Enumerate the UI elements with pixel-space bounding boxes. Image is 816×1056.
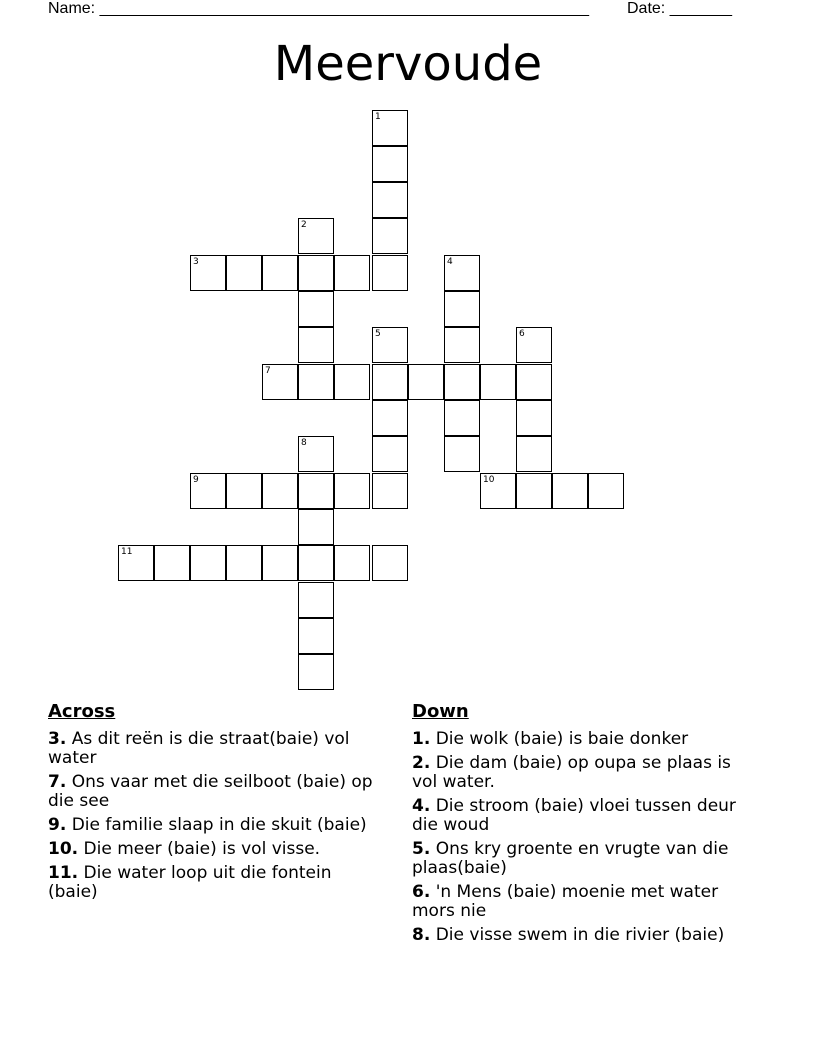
- clue-text: As dit reën is die straat(baie) vol water: [48, 729, 350, 768]
- grid-cell[interactable]: [226, 545, 262, 581]
- grid-cell[interactable]: [298, 291, 334, 327]
- grid-cell[interactable]: [372, 545, 408, 581]
- grid-cell[interactable]: [552, 473, 588, 509]
- grid-cell[interactable]: [298, 473, 334, 509]
- across-clue: [48, 840, 383, 859]
- grid-cell[interactable]: [444, 400, 480, 436]
- date-field-label: Date: _______: [627, 0, 732, 17]
- grid-cell[interactable]: [226, 473, 262, 509]
- clue-number: 11.: [48, 863, 79, 883]
- clue-text: Die meer (baie) is vol visse.: [83, 839, 321, 859]
- grid-cell[interactable]: [262, 545, 298, 581]
- down-clues: [412, 701, 747, 950]
- grid-cell[interactable]: [334, 364, 370, 400]
- grid-cell[interactable]: [588, 473, 624, 509]
- grid-cell[interactable]: [298, 582, 334, 618]
- cell-number: 4: [447, 257, 453, 267]
- down-clue: [412, 883, 747, 921]
- across-clues: [48, 701, 383, 907]
- grid-cell[interactable]: [298, 327, 334, 363]
- grid-cell[interactable]: [444, 436, 480, 472]
- clue-number: 1.: [412, 729, 431, 749]
- clue-text: Die wolk (baie) is baie donker: [435, 729, 689, 749]
- across-clue: [48, 864, 383, 902]
- down-clue: [412, 926, 747, 945]
- grid-cell[interactable]: [372, 364, 408, 400]
- grid-cell[interactable]: [298, 545, 334, 581]
- grid-cell[interactable]: [154, 545, 190, 581]
- grid-cell[interactable]: [298, 364, 334, 400]
- grid-cell[interactable]: [516, 436, 552, 472]
- clue-text: Ons vaar met die seilboot (baie) op die see: [48, 772, 373, 811]
- down-clue: [412, 730, 747, 749]
- grid-cell[interactable]: [372, 255, 408, 291]
- grid-cell[interactable]: [480, 364, 516, 400]
- cell-number: 11: [121, 547, 133, 557]
- grid-cell[interactable]: [334, 473, 370, 509]
- grid-cell[interactable]: [298, 654, 334, 690]
- clue-text: Die visse swem in die rivier (baie): [435, 925, 725, 945]
- grid-cell[interactable]: [298, 618, 334, 654]
- cell-number: 5: [375, 329, 381, 339]
- down-heading: Down: [412, 701, 469, 722]
- grid-cell[interactable]: [408, 364, 444, 400]
- down-clue: [412, 797, 747, 835]
- grid-cell[interactable]: [334, 255, 370, 291]
- across-clue: [48, 816, 383, 835]
- grid-cell[interactable]: [444, 327, 480, 363]
- clue-text: Ons kry groente en vrugte van die plaas(baie): [412, 839, 729, 878]
- grid-cell[interactable]: [372, 182, 408, 218]
- clue-number: 8.: [412, 925, 431, 945]
- cell-number: 8: [301, 438, 307, 448]
- clue-number: 3.: [48, 729, 67, 749]
- clue-text: 'n Mens (baie) moenie met water mors nie: [412, 882, 719, 921]
- grid-cell[interactable]: [372, 146, 408, 182]
- grid-cell[interactable]: [262, 473, 298, 509]
- clue-number: 7.: [48, 772, 67, 792]
- clue-number: 5.: [412, 839, 431, 859]
- clue-number: 2.: [412, 753, 431, 773]
- clue-text: Die stroom (baie) vloei tussen deur die woud: [412, 796, 736, 835]
- cell-number: 1: [375, 112, 381, 122]
- clue-number: 9.: [48, 815, 67, 835]
- clue-text: Die dam (baie) op oupa se plaas is vol water.: [412, 753, 731, 792]
- clue-text: Die familie slaap in die skuit (baie): [71, 815, 367, 835]
- down-clue: [412, 754, 747, 792]
- grid-cell[interactable]: [226, 255, 262, 291]
- grid-cell[interactable]: [298, 255, 334, 291]
- grid-cell[interactable]: [516, 364, 552, 400]
- grid-cell[interactable]: [372, 400, 408, 436]
- across-clue: [48, 730, 383, 768]
- grid-cell[interactable]: [444, 364, 480, 400]
- grid-cell[interactable]: [372, 218, 408, 254]
- down-clue: [412, 840, 747, 878]
- cell-number: 10: [483, 475, 495, 485]
- grid-cell[interactable]: [298, 509, 334, 545]
- cell-number: 2: [301, 220, 307, 230]
- cell-number: 6: [519, 329, 525, 339]
- across-heading: Across: [48, 701, 116, 722]
- page-title: Meervoude: [273, 36, 543, 92]
- cell-number: 7: [265, 366, 271, 376]
- clue-number: 10.: [48, 839, 79, 859]
- grid-cell[interactable]: [516, 400, 552, 436]
- across-clue: [48, 773, 383, 811]
- cell-number: 9: [193, 475, 199, 485]
- grid-cell[interactable]: [372, 436, 408, 472]
- clue-number: 4.: [412, 796, 431, 816]
- grid-cell[interactable]: [516, 473, 552, 509]
- clue-text: Die water loop uit die fontein (baie): [48, 863, 332, 902]
- clue-number: 6.: [412, 882, 431, 902]
- cell-number: 3: [193, 257, 199, 267]
- grid-cell[interactable]: [372, 473, 408, 509]
- grid-cell[interactable]: [190, 545, 226, 581]
- grid-cell[interactable]: [334, 545, 370, 581]
- grid-cell[interactable]: [262, 255, 298, 291]
- name-field-label: Name: _______________________________________________________: [48, 0, 589, 17]
- grid-cell[interactable]: [444, 291, 480, 327]
